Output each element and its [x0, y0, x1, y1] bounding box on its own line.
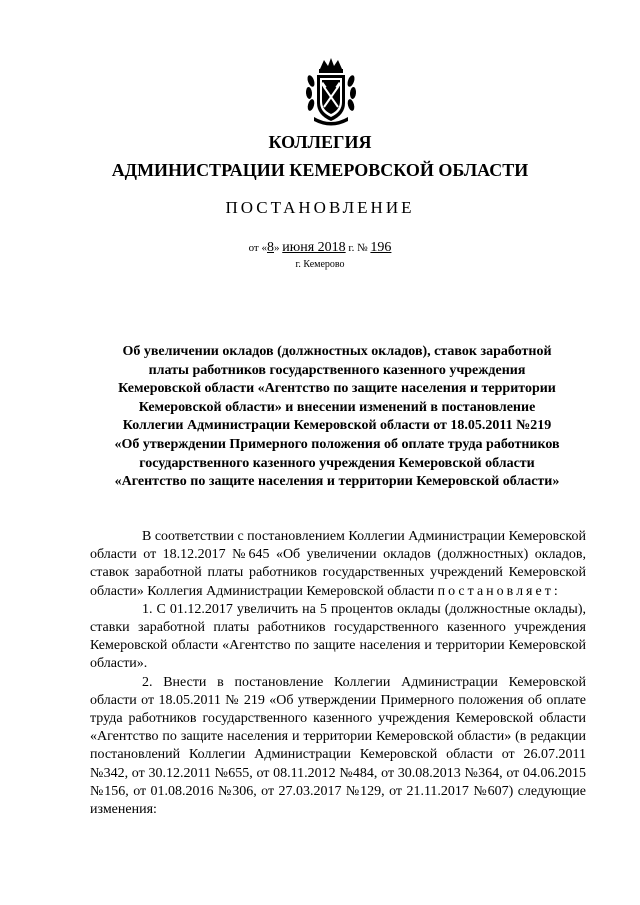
date-day: 8 [267, 240, 274, 255]
org-title-line2: АДМИНИСТРАЦИИ КЕМЕРОВСКОЙ ОБЛАСТИ [111, 160, 529, 180]
subject-line: Об увеличении окладов (должностных окладов), ставок заработной [122, 344, 552, 359]
org-title-line1: КОЛЛЕГИЯ [268, 132, 372, 152]
resolves-word: постановляет: [437, 583, 561, 599]
preamble-paragraph [90, 528, 586, 601]
subject-line: «Агентство по защите населения и территории Кемеровской области» [114, 474, 560, 490]
document-body [90, 528, 586, 819]
city: г. Кемерово [295, 259, 345, 270]
document-type: ПОСТАНОВЛЕНИЕ [225, 198, 415, 217]
subject-line: государственного казенного учреждения Кемеровской области [139, 455, 535, 471]
subject-line: Кемеровской области» и внесении изменений в постановление [138, 399, 536, 415]
date-mid: » [274, 242, 280, 254]
subject-line: Коллегии Администрации Кемеровской области от 18.05.2011 №219 [122, 418, 552, 434]
document-subject [88, 343, 586, 492]
preamble-text: В соответствии с постановлением Коллегии Администрации Кемеровской области от 18.12.2017 №645 «Об увеличении окладов (должностных) окладов, ставок заработной платы работников государственных учреждений Кемеровской области» Коллегия Администрации Кемеровской области [90, 529, 586, 599]
subject-line: Кемеровской области «Агентство по защите населения и территории [118, 381, 556, 397]
document-number: 196 [370, 240, 392, 255]
date-month-year: июня 2018 [282, 240, 346, 255]
item-2-paragraph: 2. Внести в постановление Коллегии Администрации Кемеровской области от 18.05.2011 № 219 «Об утверждении Примерного положения об оплате труда работников государственного казенного учреждения Кемеровской области «Агентство по защите населения и территории Кемеровской области» (в редакции постановлений Коллегии Администрации Кемеровской области от 26.07.2011 №342, от 30.12.2011 №655, от 08.11.2012 №484, от 30.08.2013 №364, от 04.06.2015 №156, от 01.08.2016 №306, от 27.03.2017 №129, от 21.11.2017 №607) следующие изменения: [90, 674, 586, 818]
item-1-paragraph: 1. С 01.12.2017 увеличить на 5 процентов оклады (должностные оклады), ставки заработной платы работников государственного казенного учреждения Кемеровской области «Агентство по защите населения и территории Кемеровской области». [90, 601, 586, 672]
subject-line: платы работников государственного казенного учреждения [148, 362, 526, 378]
date-line [0, 240, 640, 256]
coat-of-arms-icon [304, 57, 358, 127]
date-prefix: от « [248, 242, 267, 254]
subject-line: «Об утверждении Примерного положения об оплате труда работников [114, 436, 560, 452]
date-suffix: г. № [348, 242, 368, 254]
